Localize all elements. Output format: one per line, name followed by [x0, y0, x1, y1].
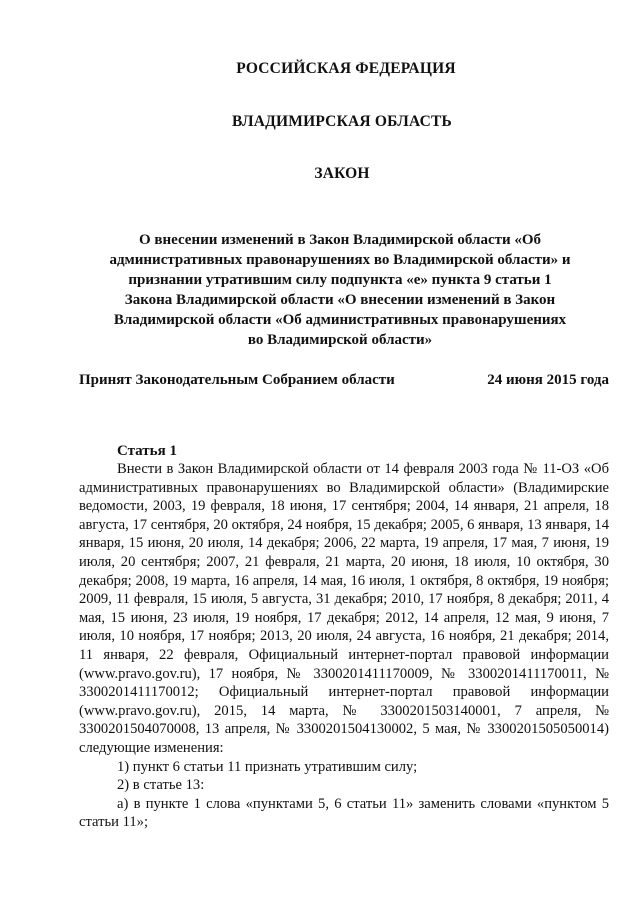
article-heading: Статья 1: [117, 443, 177, 459]
law-title-line: признании утратившим силу подпункта «е» пункта 9 статьи 1: [128, 272, 552, 288]
law-title-line: О внесении изменений в Закон Владимирской области «Об: [138, 232, 542, 248]
article-intro-paragraph: Внести в Закон Владимирской области от 14 февраля 2003 года № 11-ОЗ «Об административных правонарушениях во Владимирской области» (Владимирские ведомости, 2003, 19 февраля, 18 июня, 17 сентября; 2004, 14 января, 21 апреля, 18 августа, 17 сентября, 20 октября, 24 ноября, 15 декабря; 2005, 6 января, 13 января, 14 января, 15 июня, 20 июля, 14 декабря; 2006, 22 марта, 19 апреля, 17 мая, 7 июня, 19 июля, 20 сентября; 2007, 21 февраля, 21 марта, 20 июня, 18 июля, 10 октября, 30 декабря; 2008, 19 марта, 16 апреля, 14 мая, 16 июля, 1 октября, 8 октября, 19 ноября; 2009, 11 февраля, 15 июля, 5 августа, 31 декабря; 2010, 17 ноября, 8 декабря; 2011, 4 мая, 15 июня, 23 июля, 19 ноября, 17 декабря; 2012, 14 апреля, 12 мая, 9 июня, 7 июля, 10 ноября, 17 ноября; 2013, 20 июля, 24 августа, 16 ноября, 21 декабря; 2014, 11 января, 22 февраля, Официальный интернет-портал правовой информации (www.pravo.gov.ru), 17 ноября, № 3300201411170009, № 3300201411170011, № 3300201411170012; Официальный интернет-портал правовой информации (www.pravo.gov.ru), 2015, 14 марта, № 3300201503140001, 7 апреля, № 3300201504070008, 13 апреля, № 3300201504130002, 5 мая, № 3300201505050014) следующие изменения:: [79, 461, 609, 756]
article-body: [79, 460, 609, 832]
law-title-line: Закона Владимирской области «О внесении изменений в Закон: [124, 292, 556, 308]
law-title-line: административных правонарушениях во Владимирской области» и: [109, 252, 571, 268]
list-item: 1) пункт 6 статьи 11 признать утратившим силу;: [117, 758, 418, 775]
adopted-by: Принят Законодательным Собранием области: [79, 372, 395, 388]
adoption-date: 24 июня 2015 года: [487, 372, 609, 388]
country-heading: РОССИЙСКАЯ ФЕДЕРАЦИЯ: [236, 60, 456, 77]
document-type-heading: ЗАКОН: [314, 165, 370, 182]
law-title-line: во Владимирской области»: [247, 332, 433, 348]
law-title-line: Владимирской области «Об административных правонарушениях: [113, 312, 567, 328]
list-item: 2) в статье 13:: [117, 777, 205, 794]
list-item: а) в пункте 1 слова «пунктами 5, 6 статьи 11» заменить словами «пунктом 5 статьи 11»;: [79, 795, 609, 831]
law-title: [90, 230, 590, 350]
region-heading: ВЛАДИМИРСКАЯ ОБЛАСТЬ: [232, 113, 452, 130]
